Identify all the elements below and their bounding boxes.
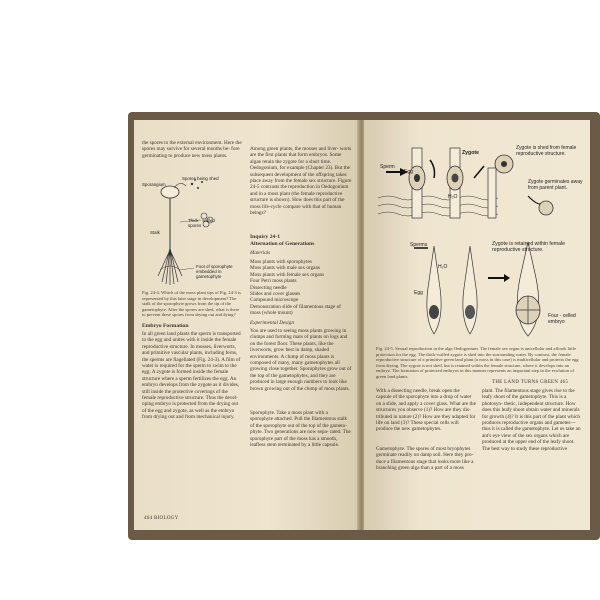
materials-list (250, 259, 352, 317)
design-heading: Experimental Design (250, 320, 294, 326)
label-sperm: Sperm (380, 164, 395, 170)
left-col2-intro: Among green plants, the mosses and liver- worts are the first plants that form embryos. Some algae retain the zygote for a short time. Oedogonium, for example (Chapter 23). But the subsequent development of the offspring takes place away from the female sex structure. Figure 24-5 contrasts the reproduction in Oedogonium and in a moss plant (the female reproductive structure is shown). How does this part of the moss life-cycle compare with that of human beings? (250, 146, 352, 217)
material-item: Moss plants with male sex organs (250, 265, 321, 272)
embryo-heading: Embryo Formation (142, 323, 189, 329)
material-item: Four Petri moss plants (250, 278, 297, 285)
label-four-celled: Four - celled embryo (548, 313, 576, 325)
right-page-footer: THE LAND TURNS GREEN 465 (492, 380, 569, 385)
material-item: Slides and cover glasses (250, 291, 301, 298)
design-text: You are used to seeing moss plants growing in clumps and forming mats of plants on logs and on the forest floor. These plants, like the liverworts, grow best in damp, shaded environments. A clump of moss plants is composed of many, many gametophytes all growing close together. Sporophytes grow out of the top of the gametophytes, and they are produced in large enough numbers to look like brown growing out of the clump of moss plants. (250, 328, 352, 392)
label-zygote-germinates: Zygote germinates away from parent plant. (528, 179, 583, 191)
left-page (134, 120, 359, 530)
right-col1-text: With a dissecting needle, break open the capsule of the sporophyte into a drop of water on a slide, and apply a cover glass. What are the structures you observe (1)? How are they dis- tributed in nature (2)? How are they adapted for life on land (3)? These special cells will produce the new gametophytes. (376, 388, 476, 433)
label-h2o-bottom: H₂O (438, 264, 448, 270)
inquiry-title: Alternation of Generations (250, 241, 315, 247)
label-egg-bottom: Egg (414, 290, 423, 296)
label-h2o-top: H₂O (448, 194, 458, 200)
material-item: Dissecting needle (250, 284, 287, 291)
material-item: Demonstration slide of filamentous stage of moss (whole mount) (250, 303, 341, 317)
left-page-footer: 464 BIOLOGY (144, 516, 179, 521)
material-item: Moss plants with female sex organs (250, 271, 325, 278)
label-zygote-retained: Zygote is retained within female reproductive structure. (492, 241, 565, 253)
open-book (128, 112, 600, 540)
label-zygote-shed: Zygote is shed from female reproductive structure. (516, 145, 577, 157)
label-spores-shed: Spores being shed (182, 176, 219, 181)
right-figure-caption: Fig. 24-5. Sexual reproduction in the alga Oedogonium. The female sex organ is unicellular and affords little protection for the egg. The thick-walled zygote is shed into the surrounding water. By contrast, the female reproductive structure of a primitive green land plant (a moss in this case) is multicellular and protects the egg from drying. The zygote is not shed, but is retained within the female structure, where it develops into an embryo. The formation of protected embryos in this manner represents an important step in the evolution of green land plants. (376, 346, 579, 379)
label-sperms: Sperms (410, 242, 428, 248)
inquiry-heading: Inquiry 24-1 (250, 234, 280, 240)
gametophyte-text: Gametophyte. The spores of most bryophytes germinate readily on damp soil. Here they pro- duce a filamentous stage that looks more like a branching green alga than a part of a moss (376, 446, 474, 472)
left-intro: the spores to the external environment. Here the spores may survive for several months be- fore germinating to produce new moss plants. (142, 140, 242, 159)
label-egg-top: Egg (404, 169, 413, 175)
material-item: Moss plants with sporophytes (250, 259, 312, 265)
label-zygote: Zygote (462, 150, 480, 156)
left-figure-caption: Fig. 24-4. Which of the moss plant tips of Fig. 24-3 is represented by this later stage in development? The stalk of the sporophyte grows from the tip of the gametophyte. After the spores are shed, what is there to prevent these spores from drying out and dying? (142, 290, 241, 318)
label-stalk: Stalk (150, 230, 160, 235)
right-page (364, 120, 590, 530)
label-foot: Foot of sporophyte embedded in gametophyte (196, 264, 233, 279)
sporophyte-text: Sporophyte. Take a moss plant with a sporophyte attached. Pull the filamentous stalk of the sporophyte out of the top of the gameto- phyte. Two generations are now sepa- rated. The sporophyte part of the moss has a smooth, leafless stem terminated by a little capsule. (250, 410, 351, 449)
material-item: Compound microscope (250, 297, 299, 304)
label-sporangium: Sporangium (142, 182, 166, 187)
materials-heading: Materials (250, 250, 271, 256)
label-thick-walled: Thick - walled spores (188, 218, 215, 228)
embryo-text: In all green land plants the sperm is transported to the egg and unites with it inside the female reproductive structure. In mosses, liverworts, and primitive vascular plants, including ferns, the sperms are flagellated (Fig. 24-3). A film of water is required for the sperm to swim to the egg. A zygote is formed inside the female structure where a sperm fertilizes the egg. An embryo develops from the zygote as it divides, still inside the protective coverings of the female reproductive structure. Thus the devel- oping embryo is protected from the drying out of the egg and zygote, as well as the embryo from drying out and from mechanical injury. (142, 331, 241, 421)
right-col2-text: plant. The filamentous stage gives rise to the leafy shoot of the gametophyte. This is a photosyn- thetic, independent structure. How does this leafy shoot obtain water and minerals for growth (4)? It is this part of the plant which produces reproductive organs and gametes—thus it is called the gametophyte. Let us take an ant's eye view of the sex organs which are produced at the upper end of the leafy shoot. The best way to study these reproductive (482, 388, 581, 452)
